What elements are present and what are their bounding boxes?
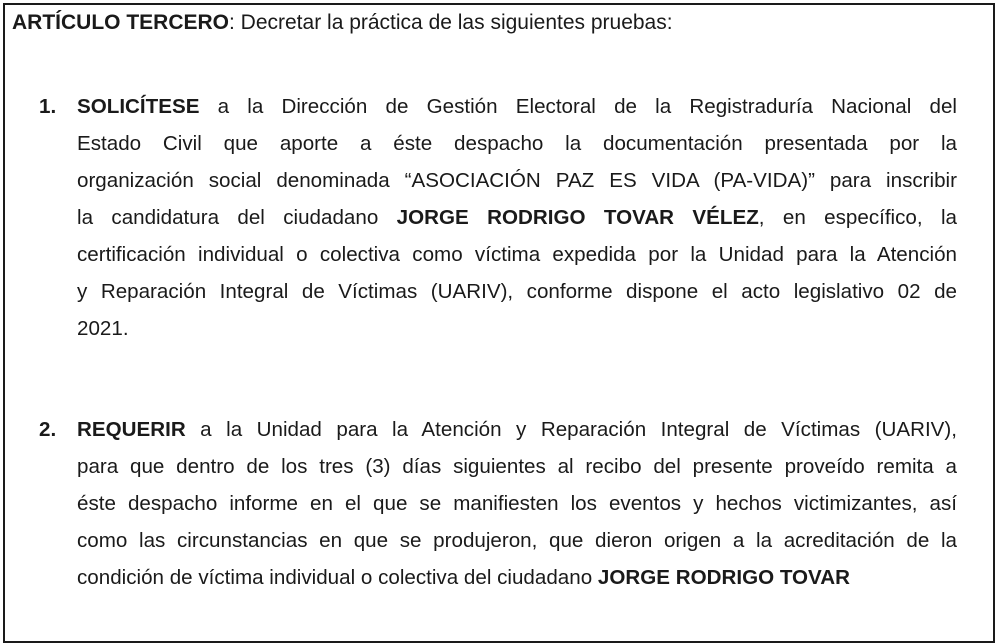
text-run: organización social denominada “ASOCIACIÓN PAZ ES VIDA (PA-VIDA)” para inscribir	[77, 169, 957, 192]
text-run: para que dentro de los tres (3) días siguientes al recibo del presente proveído remita a	[77, 455, 957, 478]
list-item-number: 1.	[39, 95, 57, 118]
text-line	[77, 485, 957, 522]
text-line	[77, 522, 957, 559]
list-item-1	[39, 88, 957, 347]
text-run: y Reparación Integral de Víctimas (UARIV), conforme dispone el acto legislativo 02 de	[77, 280, 957, 303]
text-run: éste despacho informe en el que se manifiesten los eventos y hechos victimizantes, así	[77, 492, 957, 515]
list-item-body	[77, 88, 957, 347]
bold-text: JORGE RODRIGO TOVAR VÉLEZ	[396, 206, 759, 229]
text-run: como las circunstancias en que se produjeron, que dieron origen a la acreditación de la	[77, 529, 957, 552]
text-line	[77, 273, 957, 310]
text-run: a la Dirección de Gestión Electoral de la Registraduría Nacional del	[199, 95, 957, 118]
text-run: , en específico, la	[758, 206, 957, 229]
text-line	[77, 125, 957, 162]
text-line	[77, 236, 957, 273]
text-line	[77, 199, 957, 236]
text-line	[77, 88, 957, 125]
text-run: a la Unidad para la Atención y Reparación Integral de Víctimas (UARIV),	[185, 418, 957, 441]
text-run: 2021.	[77, 317, 129, 340]
text-line	[77, 310, 957, 347]
text-run: certificación individual o colectiva como víctima expedida por la Unidad para la Atención	[77, 243, 957, 266]
bold-text: SOLICÍTESE	[77, 95, 200, 118]
article-label: ARTÍCULO TERCERO	[12, 11, 229, 34]
list-item-body	[77, 411, 957, 596]
text-line	[77, 448, 957, 485]
text-line	[77, 162, 957, 199]
article-text: : Decretar la práctica de las siguientes pruebas:	[229, 11, 673, 34]
article-heading	[12, 8, 673, 38]
bold-text: JORGE RODRIGO TOVAR	[597, 566, 851, 589]
text-line	[77, 411, 957, 448]
list-item-number: 2.	[39, 418, 57, 441]
bold-text: REQUERIR	[77, 418, 186, 441]
text-run: Estado Civil que aporte a éste despacho la documentación presentada por la	[77, 132, 957, 155]
text-line	[77, 559, 957, 596]
text-run: condición de víctima individual o colectiva del ciudadano	[77, 566, 598, 589]
list-item-2	[39, 411, 957, 596]
text-run: la candidatura del ciudadano	[77, 206, 397, 229]
